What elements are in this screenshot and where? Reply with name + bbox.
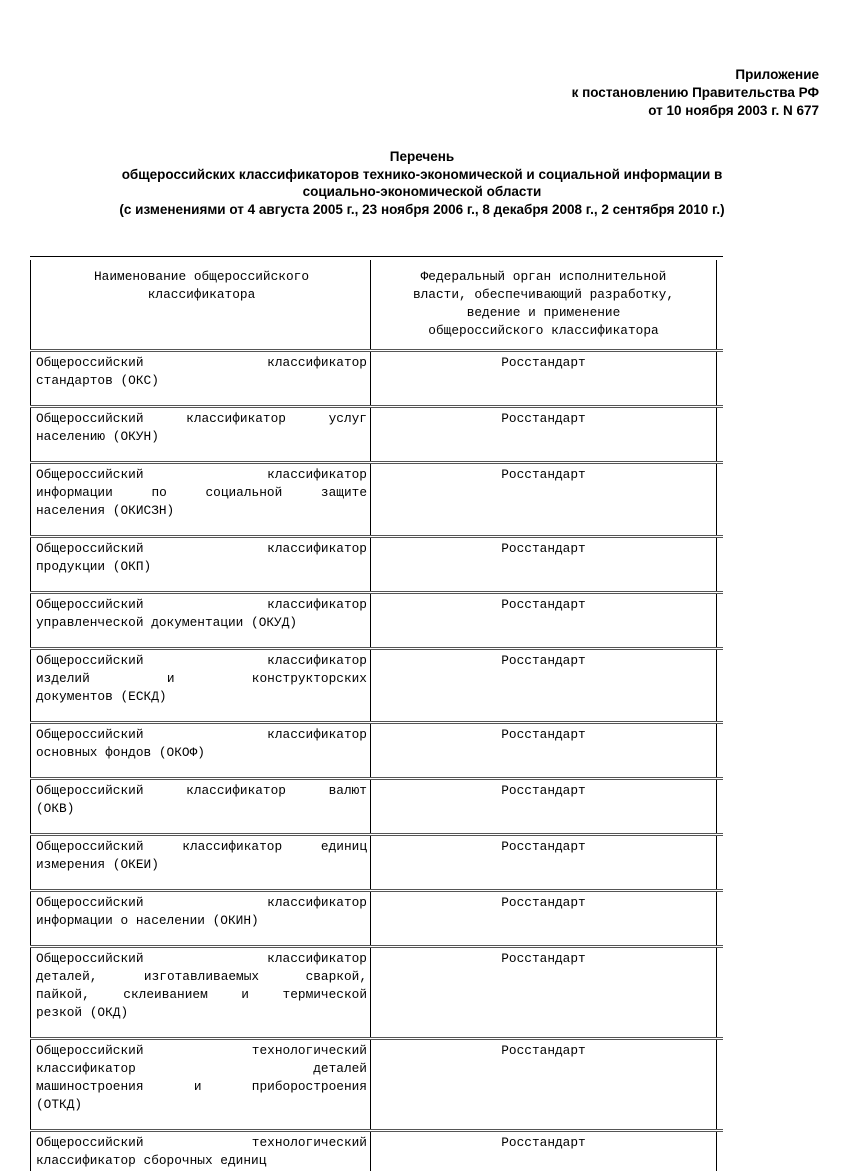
agency-cell: [371, 780, 717, 833]
classifier-name-line: Общероссийский классификатор: [36, 951, 367, 966]
agency-name: Росстандарт: [501, 895, 586, 910]
table-header-row: [30, 260, 723, 352]
agency-cell: [371, 650, 717, 721]
table-row: [30, 538, 723, 594]
header-name-line: Наименование общероссийского: [93, 269, 310, 284]
classifier-name-line: измерения (ОКЕИ): [36, 857, 159, 872]
classifier-name-line: Общероссийский технологический: [36, 1135, 367, 1150]
classifier-name-line: изделий и конструкторских: [36, 671, 367, 686]
classifier-name-cell: [30, 408, 371, 461]
agency-cell: [371, 892, 717, 945]
classifier-name-line: Общероссийский классификатор: [36, 467, 367, 482]
classifier-name-line: Общероссийский классификатор услуг: [36, 411, 367, 426]
document-header: [399, 66, 819, 120]
table-row: [30, 464, 723, 538]
table-row: [30, 948, 723, 1040]
document-title: [12, 148, 832, 218]
classifier-name-cell: [30, 352, 371, 405]
classifier-name-cell: [30, 724, 371, 777]
appendix-label: Приложение: [735, 67, 819, 82]
classifier-name-line: стандартов (ОКС): [36, 373, 159, 388]
table-row: [30, 1132, 723, 1171]
title-amendments: (с изменениями от 4 августа 2005 г., 23 ноября 2006 г., 8 декабря 2008 г., 2 сентября 2010 г.): [119, 201, 725, 217]
header-agency-line: Федеральный орган исполнительной: [420, 269, 667, 284]
agency-cell: [371, 1132, 717, 1171]
header-agency-line: общероссийского классификатора: [428, 323, 659, 338]
title-line-1: Перечень: [389, 149, 455, 164]
agency-name: Росстандарт: [501, 597, 586, 612]
agency-name: Росстандарт: [501, 783, 586, 798]
classifier-name-line: информации о населении (ОКИН): [36, 913, 259, 928]
agency-cell: [371, 408, 717, 461]
classifier-name-line: продукции (ОКП): [36, 559, 152, 574]
agency-name: Росстандарт: [501, 727, 586, 742]
classifier-name-line: пайкой, склеиванием и термической: [36, 987, 367, 1002]
table-body: [30, 352, 723, 1171]
classifier-name-line: резкой (ОКД): [36, 1005, 129, 1020]
agency-name: Росстандарт: [501, 839, 586, 854]
column-header-name: [30, 260, 371, 349]
table-row: [30, 724, 723, 780]
classifier-name-line: Общероссийский классификатор: [36, 541, 367, 556]
header-agency-line: власти, обеспечивающий разработку,: [412, 287, 675, 302]
title-line-3: социально-экономической области: [302, 184, 542, 199]
classifier-name-cell: [30, 538, 371, 591]
classifier-name-line: деталей, изготавливаемых сваркой,: [36, 969, 367, 984]
agency-cell: [371, 538, 717, 591]
column-header-agency: [371, 260, 717, 349]
agency-cell: [371, 352, 717, 405]
agency-cell: [371, 1040, 717, 1129]
classifier-name-line: классификатор сборочных единиц: [36, 1153, 267, 1168]
table-row: [30, 780, 723, 836]
agency-cell: [371, 836, 717, 889]
classifier-name-line: управленческой документации (ОКУД): [36, 615, 298, 630]
classifier-name-line: (ОКВ): [36, 801, 75, 816]
table-row: [30, 1040, 723, 1132]
table-row: [30, 352, 723, 408]
classifier-name-line: Общероссийский технологический: [36, 1043, 367, 1058]
classifier-name-cell: [30, 780, 371, 833]
classifier-name-cell: [30, 948, 371, 1037]
agency-name: Росстандарт: [501, 1043, 586, 1058]
classifier-name-line: населению (ОКУН): [36, 429, 159, 444]
classifier-name-cell: [30, 892, 371, 945]
classifier-name-line: информации по социальной защите: [36, 485, 367, 500]
classifier-name-line: документов (ЕСКД): [36, 689, 167, 704]
table-row: [30, 892, 723, 948]
classifier-name-line: Общероссийский классификатор валют: [36, 783, 367, 798]
classifier-name-cell: [30, 650, 371, 721]
classifier-name-line: классификатор деталей: [36, 1061, 367, 1076]
agency-cell: [371, 464, 717, 535]
agency-name: Росстандарт: [501, 411, 586, 426]
classifier-name-line: (ОТКД): [36, 1097, 83, 1112]
agency-name: Росстандарт: [501, 951, 586, 966]
classifiers-table: [30, 256, 723, 1171]
classifier-name-line: Общероссийский классификатор: [36, 355, 367, 370]
title-line-2: общероссийских классификаторов технико-экономической и социальной информации в: [121, 166, 723, 182]
classifier-name-line: Общероссийский классификатор: [36, 653, 367, 668]
agency-name: Росстандарт: [501, 467, 586, 482]
agency-name: Росстандарт: [501, 653, 586, 668]
classifier-name-line: Общероссийский классификатор единиц: [36, 839, 367, 854]
table-row: [30, 836, 723, 892]
agency-cell: [371, 594, 717, 647]
agency-name: Росстандарт: [501, 1135, 586, 1150]
table-row: [30, 650, 723, 724]
classifier-name-cell: [30, 836, 371, 889]
agency-name: Росстандарт: [501, 541, 586, 556]
classifier-name-cell: [30, 464, 371, 535]
classifier-name-line: машиностроения и приборостроения: [36, 1079, 367, 1094]
decree-date: от 10 ноября 2003 г. N 677: [648, 103, 819, 118]
agency-cell: [371, 948, 717, 1037]
header-agency-line: ведение и применение: [466, 305, 621, 320]
agency-cell: [371, 724, 717, 777]
classifier-name-line: Общероссийский классификатор: [36, 597, 367, 612]
classifier-name-cell: [30, 1132, 371, 1171]
classifier-name-cell: [30, 594, 371, 647]
table-row: [30, 408, 723, 464]
classifier-name-line: населения (ОКИСЗН): [36, 503, 175, 518]
classifier-name-line: основных фондов (ОКОФ): [36, 745, 205, 760]
agency-name: Росстандарт: [501, 355, 586, 370]
classifier-name-line: Общероссийский классификатор: [36, 727, 367, 742]
classifier-name-cell: [30, 1040, 371, 1129]
header-name-line: классификатора: [147, 287, 256, 302]
table-row: [30, 594, 723, 650]
decree-reference: к постановлению Правительства РФ: [571, 85, 819, 100]
classifier-name-line: Общероссийский классификатор: [36, 895, 367, 910]
